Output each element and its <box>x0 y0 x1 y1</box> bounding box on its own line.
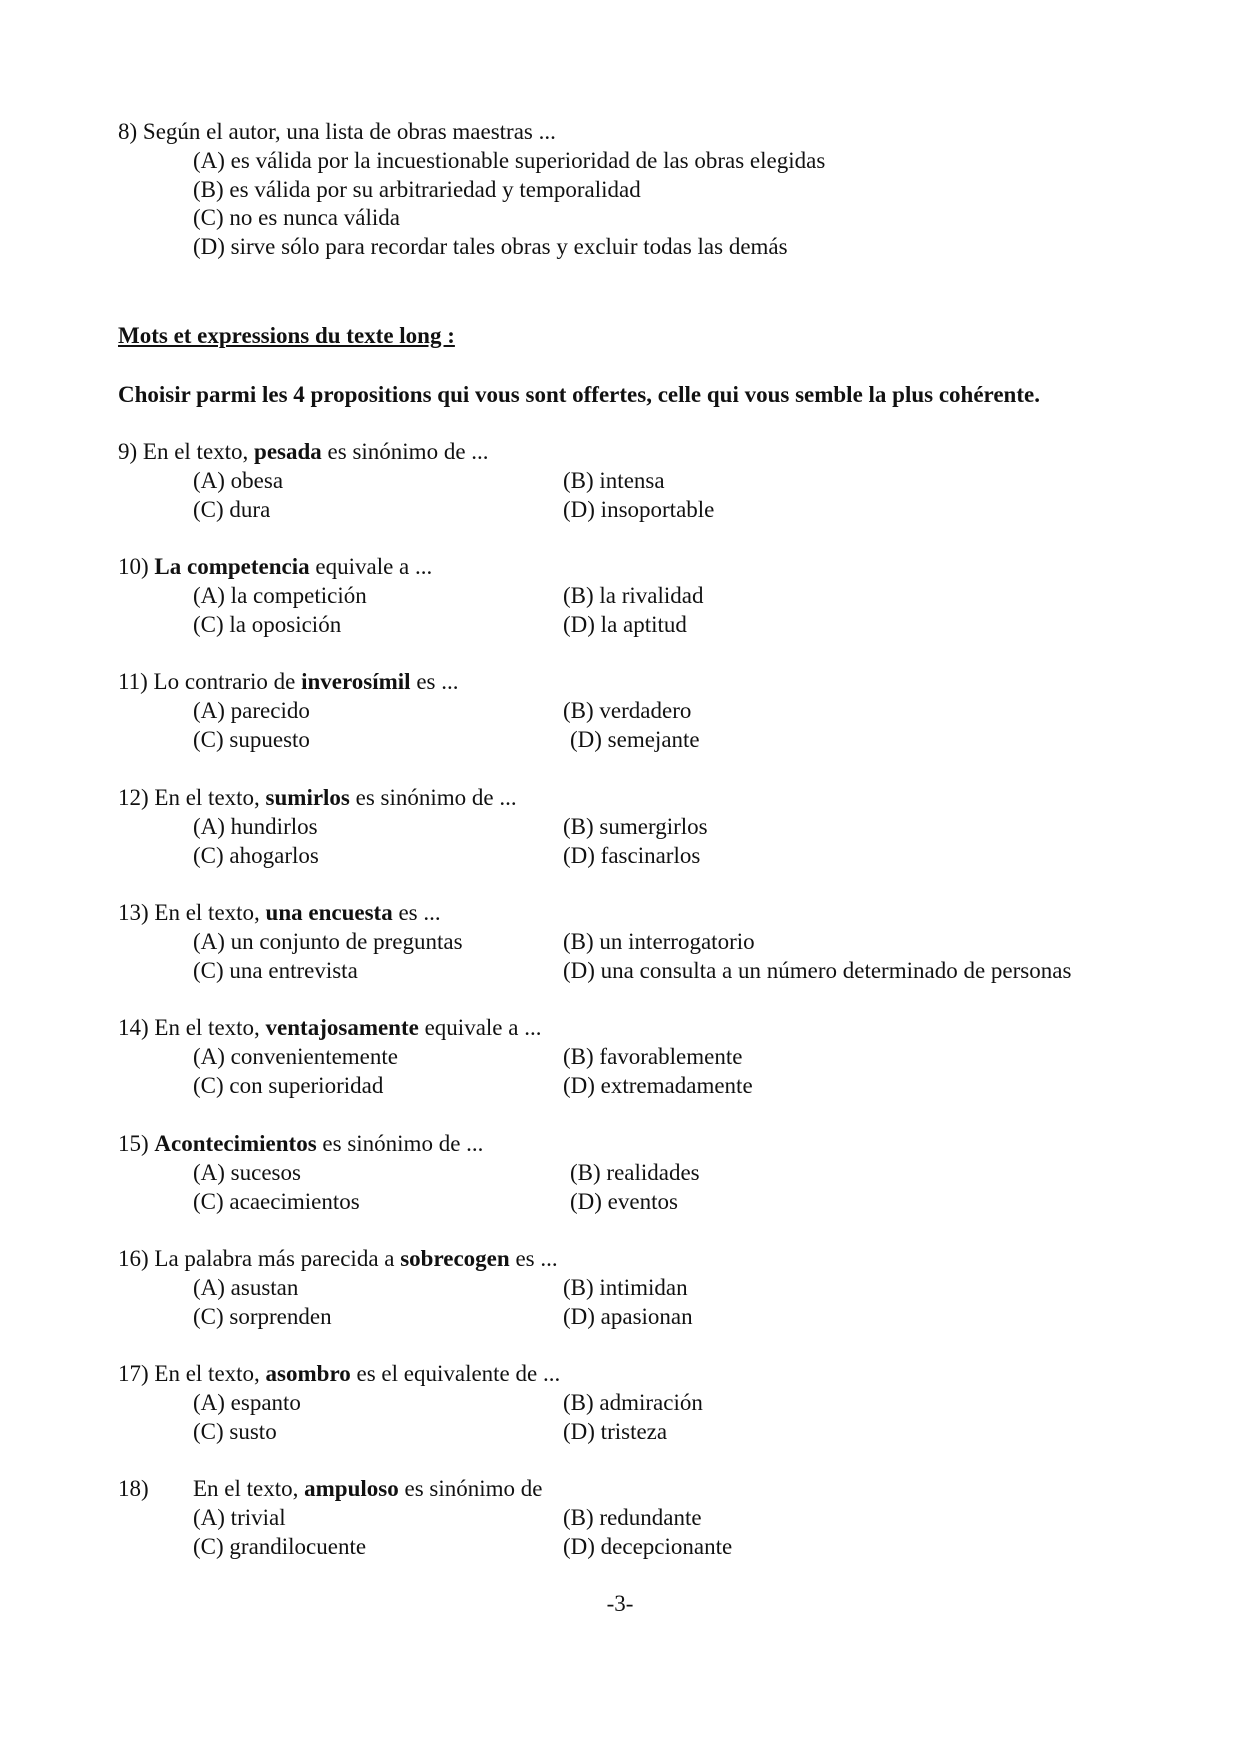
option-c: (C) una entrevista <box>193 958 358 983</box>
option-c: (C) dura <box>193 497 271 522</box>
question-term: La competencia <box>154 554 310 579</box>
page-number: -3- <box>606 1591 634 1616</box>
option-c: (C) grandilocuente <box>193 1534 367 1559</box>
option-b: (B) verdadero <box>563 698 692 723</box>
option-a: (A) convenientemente <box>193 1044 398 1069</box>
question-term: sobrecogen <box>400 1246 510 1271</box>
question-stem: 15) Acontecimientos es sinónimo de ... <box>118 1131 484 1156</box>
option-a: (A) la competición <box>193 583 367 608</box>
option-d: (D) fascinarlos <box>563 843 701 868</box>
option-a: (A) hundirlos <box>193 814 318 839</box>
option-a: (A) asustan <box>193 1275 299 1300</box>
q8-stem: 8) Según el autor, una lista de obras maestras ... <box>118 119 556 144</box>
question-stem: 14) En el texto, ventajosamente equivale a ... <box>118 1015 542 1040</box>
question-term: asombro <box>265 1361 351 1386</box>
option-c: (C) susto <box>193 1419 277 1444</box>
section-instruction: Choisir parmi les 4 propositions qui vous sont offertes, celle qui vous semble la plus cohérente. <box>118 382 1040 407</box>
question-term: inverosímil <box>301 669 411 694</box>
q8-option-a: (A) es válida por la incuestionable superioridad de las obras elegidas <box>193 148 826 173</box>
option-b: (B) realidades <box>570 1160 700 1185</box>
question-stem: 16) La palabra más parecida a sobrecogen es ... <box>118 1246 558 1271</box>
option-a: (A) trivial <box>193 1505 286 1530</box>
option-b: (B) redundante <box>563 1505 702 1530</box>
option-b: (B) admiración <box>563 1390 703 1415</box>
question-stem: 11) Lo contrario de inverosímil es ... <box>118 669 459 694</box>
option-a: (A) espanto <box>193 1390 301 1415</box>
option-c: (C) la oposición <box>193 612 342 637</box>
option-a: (A) sucesos <box>193 1160 301 1185</box>
question-number: 18) <box>118 1476 149 1501</box>
option-d: (D) apasionan <box>563 1304 693 1329</box>
question-term: pesada <box>254 439 322 464</box>
option-c: (C) sorprenden <box>193 1304 332 1329</box>
option-b: (B) favorablemente <box>563 1044 743 1069</box>
question-stem: 13) En el texto, una encuesta es ... <box>118 900 441 925</box>
q8-option-b: (B) es válida por su arbitrariedad y temporalidad <box>193 177 641 202</box>
option-c: (C) ahogarlos <box>193 843 319 868</box>
option-d: (D) la aptitud <box>563 612 687 637</box>
option-d: (D) una consulta a un número determinado de personas <box>563 958 1072 983</box>
question-term: sumirlos <box>265 785 350 810</box>
question-stem: 17) En el texto, asombro es el equivalente de ... <box>118 1361 561 1386</box>
option-b: (B) sumergirlos <box>563 814 708 839</box>
option-d: (D) semejante <box>570 727 700 752</box>
q8-option-d: (D) sirve sólo para recordar tales obras y excluir todas las demás <box>193 234 788 259</box>
option-d: (D) tristeza <box>563 1419 668 1444</box>
section-heading: Mots et expressions du texte long : <box>118 323 455 348</box>
option-b: (B) intimidan <box>563 1275 688 1300</box>
option-d: (D) extremadamente <box>563 1073 753 1098</box>
option-d: (D) decepcionante <box>563 1534 733 1559</box>
option-a: (A) un conjunto de preguntas <box>193 929 463 954</box>
option-b: (B) la rivalidad <box>563 583 704 608</box>
question-term: ampuloso <box>304 1476 399 1501</box>
option-c: (C) con superioridad <box>193 1073 384 1098</box>
option-a: (A) parecido <box>193 698 310 723</box>
question-term: ventajosamente <box>265 1015 419 1040</box>
question-term: Acontecimientos <box>154 1131 317 1156</box>
q8-option-c: (C) no es nunca válida <box>193 205 400 230</box>
question-stem: 9) En el texto, pesada es sinónimo de ... <box>118 439 489 464</box>
option-b: (B) un interrogatorio <box>563 929 755 954</box>
option-b: (B) intensa <box>563 468 665 493</box>
question-stem: 12) En el texto, sumirlos es sinónimo de ... <box>118 785 517 810</box>
question-stem: En el texto, ampuloso es sinónimo de <box>193 1476 543 1501</box>
option-c: (C) supuesto <box>193 727 310 752</box>
option-c: (C) acaecimientos <box>193 1189 360 1214</box>
option-d: (D) eventos <box>570 1189 678 1214</box>
option-a: (A) obesa <box>193 468 284 493</box>
question-stem: 10) La competencia equivale a ... <box>118 554 433 579</box>
option-d: (D) insoportable <box>563 497 715 522</box>
question-term: una encuesta <box>265 900 393 925</box>
